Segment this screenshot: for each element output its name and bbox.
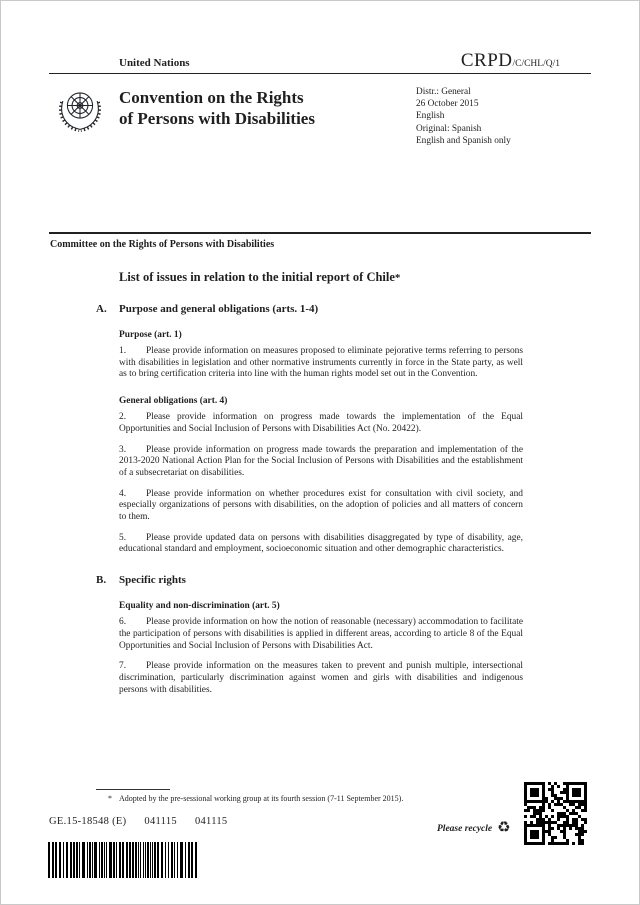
- section-heading-b: [96, 574, 593, 586]
- committee-name: Committee on the Rights of Persons with Disabilities: [50, 239, 275, 250]
- subheading: Equality and non-discrimination (art. 5): [119, 601, 280, 612]
- numbered-paragraph: [119, 617, 523, 652]
- section-title: Specific rights: [119, 574, 186, 587]
- numbered-paragraph: [119, 346, 523, 381]
- paragraph-number: 1.: [119, 346, 127, 356]
- paragraph-number: 7.: [119, 661, 127, 672]
- distr-block: [416, 86, 511, 147]
- language-line: English: [416, 111, 445, 122]
- subheading: Purpose (art. 1): [119, 330, 182, 340]
- section-letter: B.: [96, 574, 107, 587]
- footnote-divider: [96, 789, 170, 790]
- paragraph-number: 4.: [119, 488, 127, 499]
- subheading: General obligations (art. 4): [119, 396, 228, 407]
- numbered-paragraph: [119, 489, 523, 524]
- doc-symbol-sub: /C/CHL/Q/1: [512, 59, 560, 69]
- doc-symbol: [461, 50, 560, 72]
- footnote-text: Adopted by the pre-sessional working group at its fourth session (7-11 September 2015).: [119, 794, 404, 803]
- paragraph-number: 3.: [119, 444, 127, 455]
- paragraph-number: 5.: [119, 532, 127, 543]
- header-divider: [49, 73, 591, 74]
- qr-code: [524, 782, 587, 845]
- date-line: 26 October 2015: [416, 99, 479, 110]
- numbered-paragraph: [119, 445, 523, 480]
- paragraph-text: Please provide information on the measures taken to prevent and punish multiple, intersectional discrimination, particularly discrimination against women and girls with disabilities and indigenous persons with disabilities.: [119, 661, 523, 695]
- ge-number: GE.15-18548 (E): [49, 816, 127, 827]
- masthead-row: [49, 50, 591, 72]
- paragraph-text: Please provide information on progress made towards the implementation of the Equal Opportunities and Social Inclusion of Persons with Disabilities Act (No. 20422).: [119, 412, 523, 434]
- section-title: Purpose and general obligations (arts. 1-4): [119, 303, 319, 315]
- original-line: Original: Spanish: [416, 123, 482, 134]
- recycle-label: Please recycle: [437, 823, 493, 834]
- recycle-note: [437, 821, 511, 836]
- un-emblem-icon: [53, 83, 107, 137]
- paragraph-number: 6.: [119, 617, 127, 628]
- print-code-1: 041115: [144, 816, 177, 827]
- paragraph-text: Please provide updated data on persons with disabilities disaggregated by type of disability, age, educational standard and employment, socioeconomic situation and other demographic characteristics.: [119, 532, 523, 555]
- distr-line: Distr.: General: [416, 87, 471, 97]
- section-divider: [49, 232, 591, 234]
- paragraph-text: Please provide information on progress made towards the preparation and implementation of the 2013-2020 National Action Plan for the Social Inclusion of Persons with Disabilities and the establishment of a subsecretariat on disabilities.: [119, 444, 523, 478]
- masthead-title-line2: of Persons with Disabilities: [119, 109, 315, 128]
- paragraph-text: Please provide information on how the notion of reasonable (necessary) accommodation to facilitate the participation of persons with disabilities is applied in different areas, according to article 8 of the Equal Opportunities and Social Inclusion of Persons with Disabilities Act.: [119, 617, 523, 651]
- org-name: United Nations: [119, 57, 190, 69]
- recycle-icon: ♻: [497, 820, 511, 836]
- ge-stamp: [49, 816, 245, 827]
- document-title: [119, 270, 523, 285]
- paragraph-text: Please provide information on measures proposed to eliminate pejorative terms referring to persons with disabilities in legislation and other normative instruments currently in force in the State party, as well as to bring certification criteria into line with the human rights model set out in the Convention.: [119, 346, 523, 380]
- document-body: [49, 239, 593, 705]
- print-code-2: 041115: [194, 816, 228, 827]
- numbered-paragraph: [119, 412, 523, 435]
- availability-line: English and Spanish only: [416, 135, 511, 146]
- footnote: [96, 794, 536, 805]
- numbered-paragraph: [119, 661, 523, 696]
- masthead-title-line1: Convention on the Rights: [119, 88, 304, 107]
- section-letter: A.: [96, 303, 107, 315]
- footnote-mark: *: [108, 794, 112, 803]
- masthead-title: [119, 87, 315, 129]
- paragraph-text: Please provide information on whether procedures exist for consultation with civil society, and especially organizations of persons with disabilities, on the adoption of policies and all matters of concern to them.: [119, 488, 523, 523]
- doc-symbol-main: CRPD: [460, 50, 513, 71]
- document-title-text: List of issues in relation to the initial report of Chile: [119, 270, 395, 284]
- section-heading-a: [96, 303, 593, 315]
- numbered-paragraph: [119, 533, 523, 556]
- barcode: [48, 842, 198, 878]
- footnote-reference: *: [394, 272, 401, 284]
- paragraph-number: 2.: [119, 412, 127, 423]
